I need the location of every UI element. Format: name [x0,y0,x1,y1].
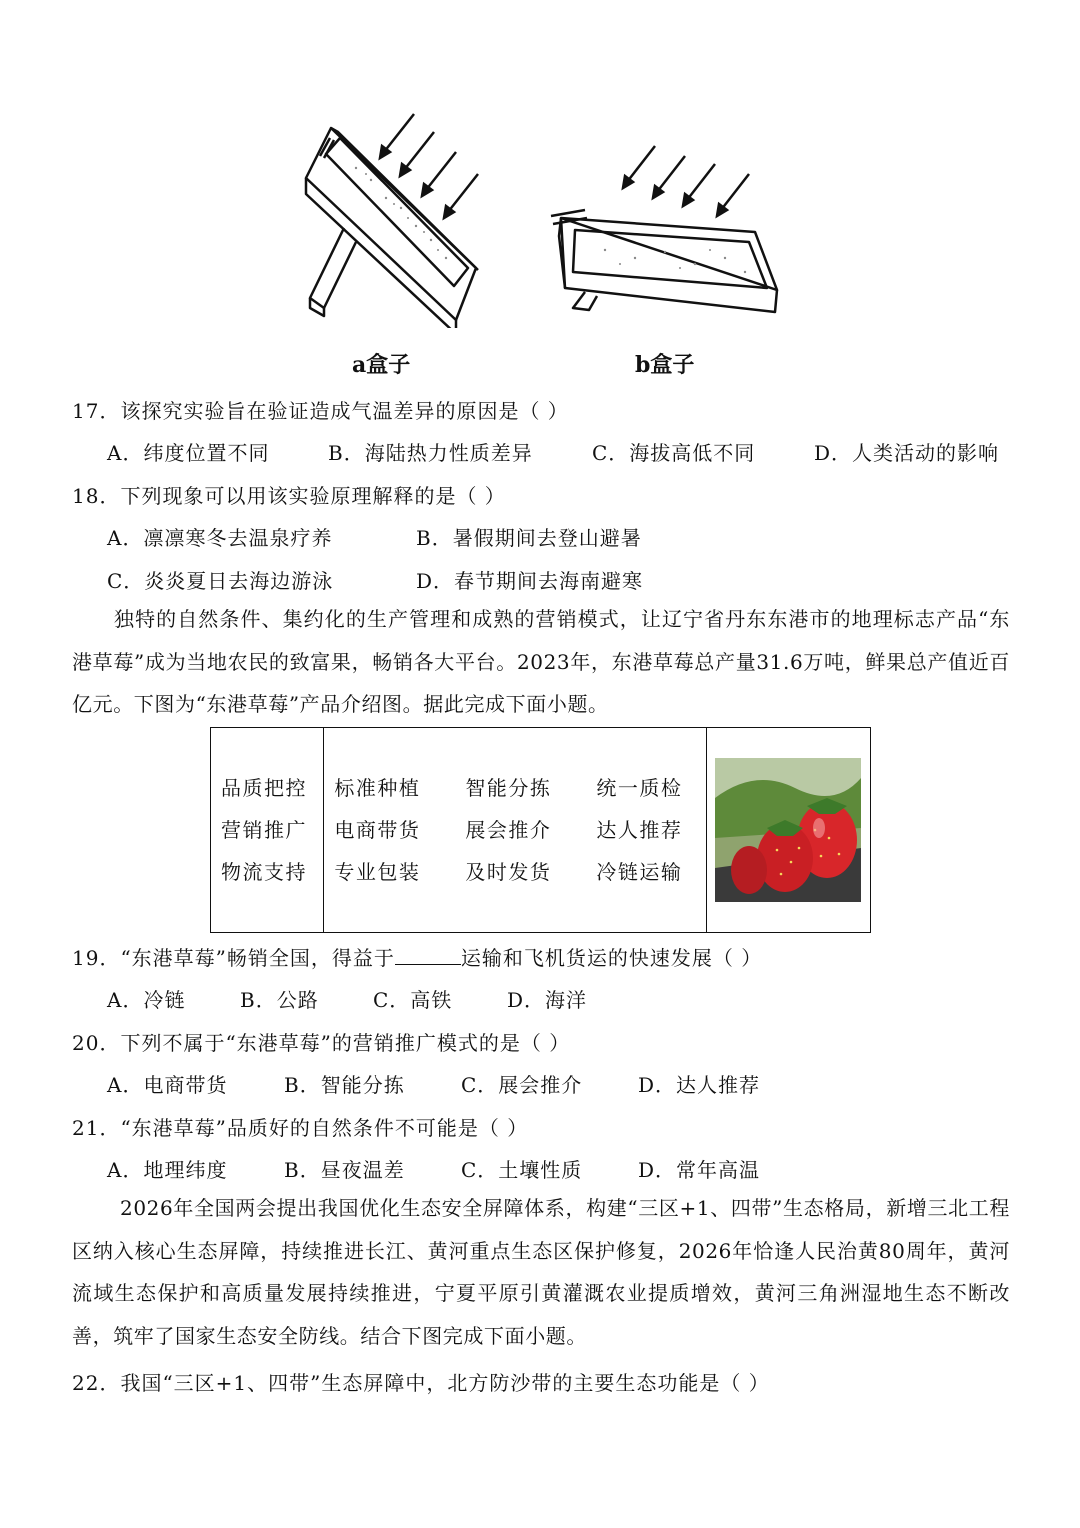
q21-stem: 21．“东港草莓”品质好的自然条件不可能是（ ） [72,1116,529,1140]
box-a-figure [296,108,496,328]
q19-option-d: D．海洋 [507,988,588,1012]
category-column [211,728,324,933]
measure-exhibition: 展会推介 [465,818,552,842]
measure-packaging: 专业包装 [334,860,421,884]
q19-stem-before: 19．“东港草莓”畅销全国，得益于 [72,946,395,970]
product-info-table [210,727,871,933]
measure-smart-sorting: 智能分拣 [465,776,552,800]
measure-quality-check: 统一质检 [596,776,683,800]
q22-stem: 22．我国“三区+1、四带”生态屏障中，北方防沙带的主要生态功能是（ ） [72,1371,770,1395]
category-logistics: 物流支持 [221,860,307,884]
measure-influencer: 达人推荐 [596,818,683,842]
q18-option-d: D．春节期间去海南避寒 [416,569,644,593]
q19-option-c: C．高铁 [373,988,453,1012]
q17-option-b: B．海陆热力性质差异 [328,441,533,465]
q19-option-b: B．公路 [240,988,319,1012]
q18-option-b: B．暑假期间去登山避暑 [416,526,642,550]
category-marketing: 营销推广 [221,818,307,842]
passage-ecology: 2026年全国两会提出我国优化生态安全屏障体系，构建“三区+1、四带”生态格局，新增三北工程区纳入核心生态屏障，持续推进长江、黄河重点生态区保护修复，2026年恰逢人民治黄80周年，黄河流域生态保护和高质量发展持续推进，宁夏平原引黄灌溉农业提质增效，黄河三角洲湿地生态不断改善，筑牢了国家生态安全防线。结合下图完成下面小题。 [72,1196,1010,1348]
measures-cell [324,728,706,933]
q21-option-c: C．土壤性质 [461,1158,583,1182]
q18-option-c: C．炎炎夏日去海边游泳 [107,569,334,593]
q17-option-a: A．纬度位置不同 [107,441,270,465]
q20-option-a: A．电商带货 [107,1073,228,1097]
box-b-figure [545,140,785,320]
photo-cell [706,728,870,933]
q18-stem: 18．下列现象可以用该实验原理解释的是（ ） [72,484,506,508]
passage-strawberry: 独特的自然条件、集约化的生产管理和成熟的营销模式，让辽宁省丹东东港市的地理标志产品“东港草莓”成为当地农民的致富果，畅销各大平台。2023年，东港草莓总产量31.6万吨，鲜果总产值近百亿元。下图为“东港草莓”产品介绍图。据此完成下面小题。 [72,607,1010,716]
measure-cold-chain: 冷链运输 [596,860,683,884]
measures-col-3 [596,767,682,893]
q20-option-d: D．达人推荐 [638,1073,761,1097]
q21-option-d: D．常年高温 [638,1158,761,1182]
q19-option-a: A．冷链 [107,988,186,1012]
measures-col-1 [334,767,465,893]
measure-standard-planting: 标准种植 [334,776,421,800]
q17-stem: 17．该探究实验旨在验证造成气温差异的原因是（ ） [72,399,569,423]
q18-option-a: A．凛凛寒冬去温泉疗养 [107,526,333,550]
measure-ecommerce: 电商带货 [334,818,421,842]
box-a-label: a盒子 [352,352,411,378]
q17-option-c: C．海拔高低不同 [592,441,756,465]
q21-option-b: B．昼夜温差 [284,1158,405,1182]
q21-option-a: A．地理纬度 [107,1158,228,1182]
q20-stem: 20．下列不属于“东港草莓”的营销推广模式的是（ ） [72,1031,571,1055]
measures-col-2 [465,767,596,893]
strawberry-photo [715,758,861,902]
q20-option-b: B．智能分拣 [284,1073,405,1097]
category-quality: 品质把控 [221,776,307,800]
box-b-label: b盒子 [635,352,695,378]
q19-blank [395,946,461,965]
q19-stem-after: 运输和飞机货运的快速发展（ ） [460,946,763,970]
q20-option-c: C．展会推介 [461,1073,583,1097]
measure-timely-delivery: 及时发货 [465,860,552,884]
q19-stem [72,942,762,971]
q17-option-d: D．人类活动的影响 [814,441,1000,465]
